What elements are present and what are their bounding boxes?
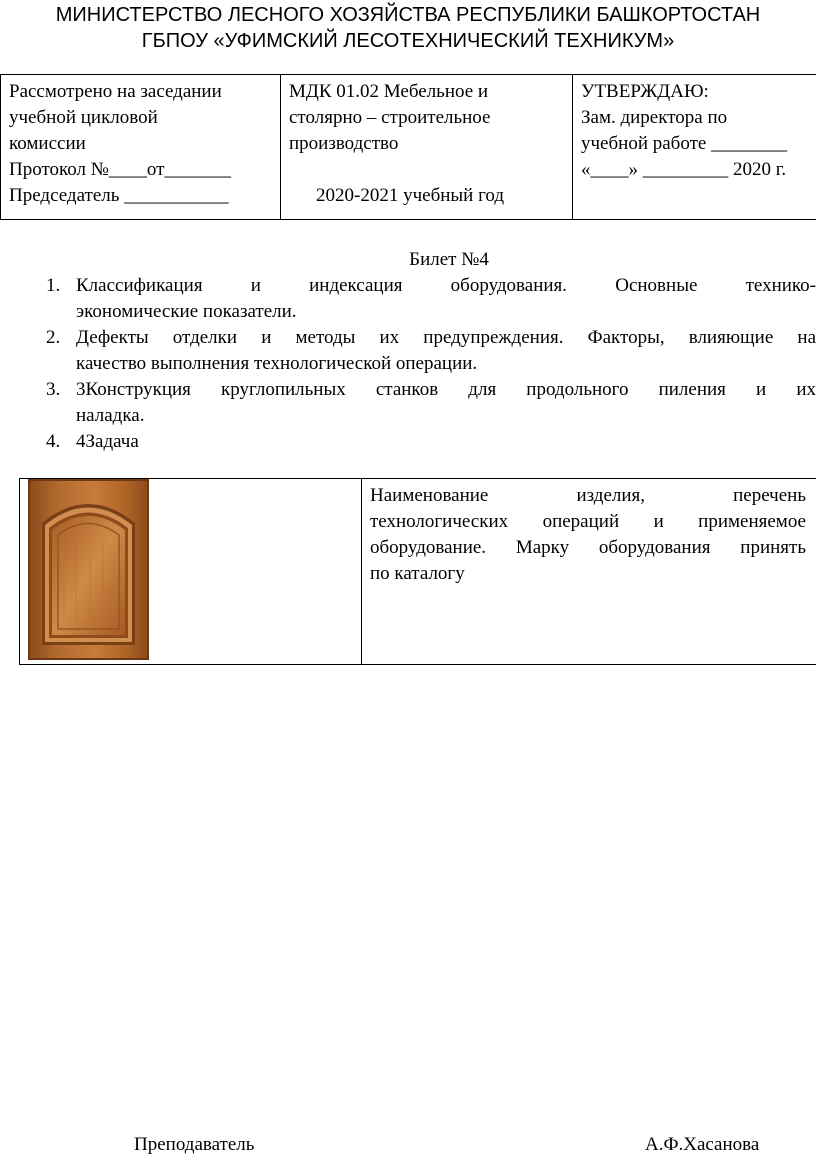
question-2-line-2: качество выполнения технологической операции. (76, 353, 478, 374)
academic-year: 2020-2021 учебный год (316, 185, 505, 206)
approval-commission-cell (9, 79, 231, 209)
chairman-line: Председатель ___________ (9, 185, 229, 206)
commission-line-1: Рассмотрено на заседании (9, 81, 222, 102)
academic-work-line: учебной работе ________ (581, 133, 788, 154)
question-1-line-2: экономические показатели. (76, 301, 297, 322)
module-cell (289, 79, 490, 157)
commission-line-3: комиссии (9, 133, 86, 154)
college-title: ГБПОУ «УФИМСКИЙ ЛЕСОТЕХНИЧЕСКИЙ ТЕХНИКУМ» (141, 30, 675, 52)
question-number: 4. (46, 431, 61, 452)
module-line-1: МДК 01.02 Мебельное и (289, 81, 489, 102)
task-line-1: Наименование изделия, перечень (370, 485, 806, 506)
ministry-title: МИНИСТЕРСТВО ЛЕСНОГО ХОЗЯЙСТВА РЕСПУБЛИКИ БАШКОРТОСТАН (55, 4, 761, 26)
protocol-line: Протокол №____от_______ (9, 159, 231, 180)
question-2-line-1: Дефекты отделки и методы их предупреждения. Факторы, влияющие на (76, 327, 816, 348)
question-3-line-2: наладка. (76, 405, 145, 426)
module-line-2: столярно – строительное (289, 107, 491, 128)
approve-heading: УТВЕРЖДАЮ: (581, 81, 709, 102)
deputy-director-line: Зам. директора по (581, 107, 728, 128)
question-number: 3. (46, 379, 61, 400)
cabinet-door-image (28, 479, 149, 660)
task-line-2: технологических операций и применяемое (370, 511, 806, 532)
module-line-3: производство (289, 133, 399, 154)
teacher-name: А.Ф.Хасанова (645, 1134, 760, 1155)
task-line-3: оборудование. Марку оборудования принять (370, 537, 806, 558)
task-line-4: по каталогу (370, 563, 465, 584)
question-number: 2. (46, 327, 61, 348)
approval-date-line: «____» _________ 2020 г. (581, 159, 787, 180)
question-3-line-1: 3Конструкция круглопильных станков для продольного пиления и их (76, 379, 816, 400)
question-4-line-1: 4Задача (76, 431, 139, 452)
approval-director-cell (581, 79, 816, 183)
teacher-label: Преподаватель (134, 1134, 255, 1155)
ticket-title: Билет №4 (409, 249, 489, 270)
commission-line-2: учебной цикловой (9, 107, 158, 128)
question-1-line-1: Классификация и индексация оборудования. Основные технико- (76, 275, 816, 296)
question-number: 1. (46, 275, 61, 296)
